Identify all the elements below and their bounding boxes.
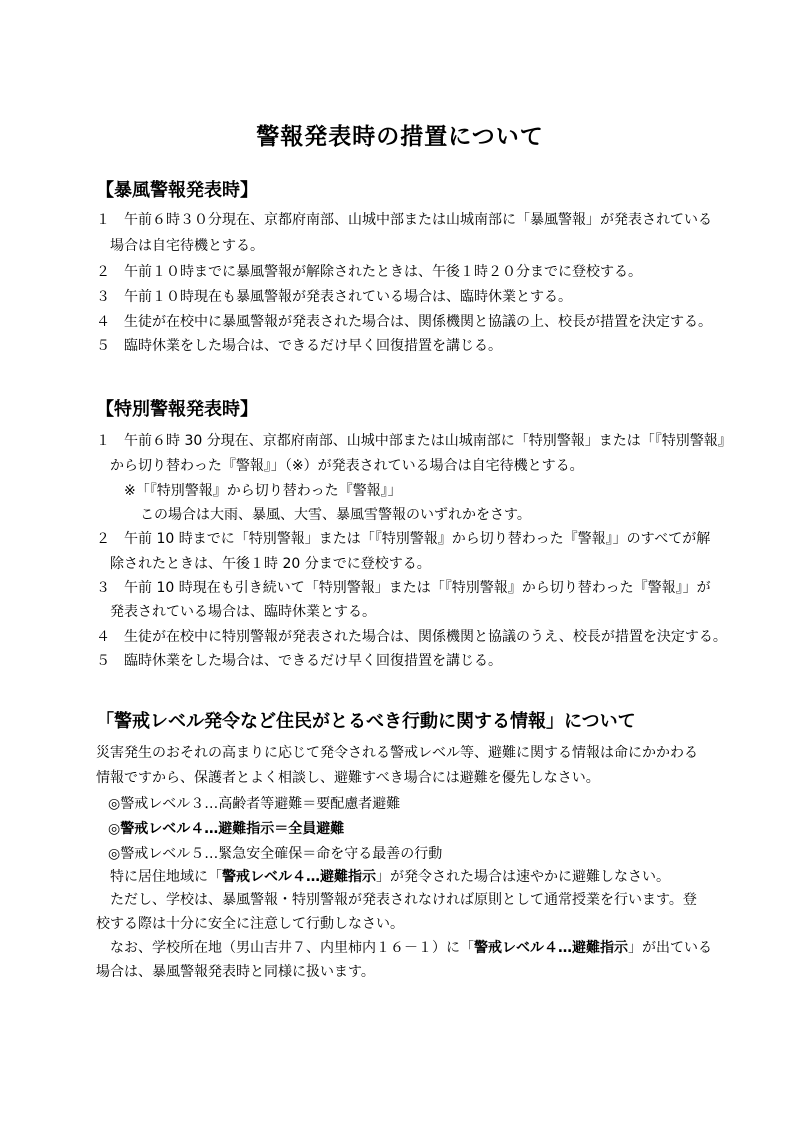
storm-item-2: ２ 午前１０時までに暴風警報が解除されたときは、午後１時２０分までに登校する。 (96, 264, 642, 280)
alert-paragraph-location-line-1 (110, 938, 712, 958)
special-item-5: ５ 臨時休業をした場合は、できるだけ早く回復措置を講じる。 (96, 653, 502, 669)
special-item-3: ３ 午前 10 時現在も引き続いて「特別警報」または「『特別警報』から切り替わった『警報』」が (96, 580, 711, 596)
alert-level-4: ◎警戒レベル４…避難指示＝全員避難 (108, 821, 345, 837)
storm-item-5: ５ 臨時休業をした場合は、できるだけ早く回復措置を講じる。 (96, 338, 502, 354)
alert-paragraph-school-line-2: 校する際は十分に安全に注意して行動しなさい。 (96, 916, 404, 932)
alert-paragraph-location-line-2: 場合は、暴風警報発表時と同様に扱います。 (96, 964, 375, 980)
alert-p1-emphasis: 警戒レベル４…避難指示 (222, 869, 376, 885)
storm-warning-heading: 【暴風警報発表時】 (96, 180, 258, 201)
alert-level-5: ◎警戒レベル５…緊急安全確保＝命を守る最善の行動 (108, 846, 443, 862)
alert-intro-line-2: 情報ですから、保護者とよく相談し、避難すべき場合には避難を優先しなさい。 (96, 770, 600, 786)
alert-p3-text-c: 」が出ている (628, 940, 712, 956)
alert-paragraph-school-line-1: ただし、学校は、暴風警報・特別警報が発表されなければ原則として通常授業を行います。登 (110, 892, 697, 908)
alert-level-heading: 「警戒レベル発令など住民がとるべき行動に関する情報」について (96, 711, 636, 732)
alert-p3-text-a: なお、学校所在地（男山吉井７、内里柿内１６－１）に「 (110, 940, 474, 956)
alert-p1-text-a: 特に居住地域に「 (110, 869, 222, 885)
storm-item-4: ４ 生徒が在校中に暴風警報が発表された場合は、関係機関と協議の上、校長が措置を決定する。 (96, 314, 712, 330)
storm-item-1-cont: 場合は自宅待機とする。 (110, 238, 264, 254)
alert-intro-line-1: 災害発生のおそれの高まりに応じて発令される警戒レベル等、避難に関する情報は命にかかわる (96, 745, 698, 761)
special-item-2-cont: 除されたときは、午後１時 20 分までに登校する。 (110, 556, 431, 572)
special-item-1-cont: から切り替わった『警報』」（※）が発表されている場合は自宅待機とする。 (110, 458, 584, 474)
special-note-body: この場合は大雨、暴風、大雪、暴風雪警報のいずれかをさす。 (140, 507, 531, 523)
special-item-4: ４ 生徒が在校中に特別警報が発表された場合は、関係機関と協議のうえ、校長が措置を決定する。 (96, 629, 727, 645)
alert-paragraph-evacuate (110, 867, 670, 887)
special-note-title: ※「『特別警報』から切り替わった『警報』」 (124, 483, 402, 499)
storm-item-1: １ 午前６時３０分現在、京都府南部、山城中部または山城南部に「暴風警報」が発表されている (96, 212, 712, 228)
alert-p1-text-c: 」が発令された場合は速やかに避難しなさい。 (376, 869, 670, 885)
alert-level-3: ◎警戒レベル３…高齢者等避難＝要配慮者避難 (108, 796, 401, 812)
special-warning-heading: 【特別警報発表時】 (96, 399, 258, 420)
special-item-1: １ 午前６時 30 分現在、京都府南部、山城中部または山城南部に「特別警報」または「『特別警報』 (96, 433, 732, 449)
alert-p3-emphasis: 警戒レベル４…避難指示 (474, 940, 628, 956)
special-item-2: ２ 午前 10 時までに「特別警報」または「『特別警報』から切り替わった『警報』」のすべてが解 (96, 531, 711, 547)
special-item-3-cont: 発表されている場合は、臨時休業とする。 (110, 604, 376, 620)
document-title: 警報発表時の措置について (256, 124, 544, 150)
storm-item-3: ３ 午前１０時現在も暴風警報が発表されている場合は、臨時休業とする。 (96, 289, 572, 305)
